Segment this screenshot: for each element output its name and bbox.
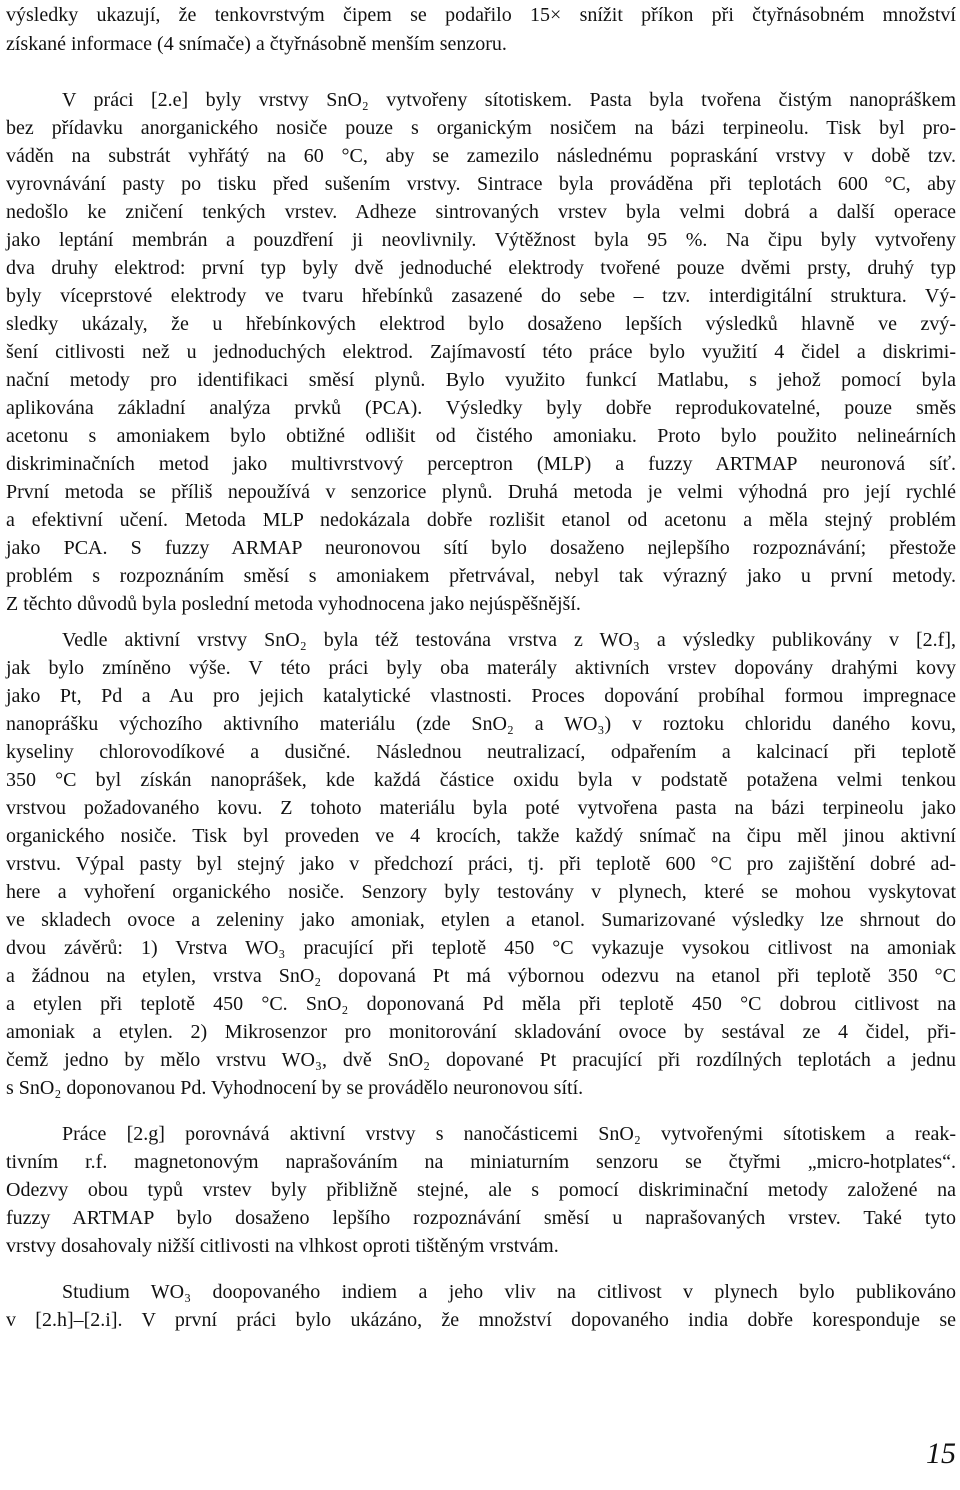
paragraph-2-line: byly víceprstové elektrody ve tvaru hřebínků zasazené do sebe – tzv. interdigitální struktura. Vý-: [6, 285, 956, 307]
paragraph-2-line: vyrovnávání pasty po tisku před sušením vrstvy. Sintrace byla prováděna při teplotách 600 °C, aby: [6, 173, 956, 195]
paragraph-4-line: Práce [2.g] porovnává aktivní vrstvy s nanočásticemi SnO₂ vytvořenými sítotiskem a reak-: [62, 1123, 956, 1145]
paragraph-3-line: here a vyhoření organického nosiče. Senzory byly testovány v plynech, které se mohou vyskytovat: [6, 881, 956, 903]
paragraph-3-line: kyseliny chlorovodíkové a dusičné. Následnou neutralizací, odpařením a kalcinací při teplotě: [6, 741, 956, 763]
paragraph-3-line: vrstvou požadovaného kovu. Z tohoto materiálu byla poté vytvořena pasta na bázi terpineolu jako: [6, 797, 956, 819]
paragraph-3-line: amoniak a etylen. 2) Mikrosenzor pro monitorování skladování ovoce by sestával ze 4 čidel, při-: [6, 1021, 956, 1043]
paragraph-4-line: vrstvy dosahovaly nižší citlivosti na vlhkost oproti tištěným vrstvám.: [6, 1235, 559, 1257]
paragraph-2-line: šení citlivosti než u jednoduchých elektrod. Zajímavostí této práce bylo využití 4 čidel a diskrimi-: [6, 341, 956, 363]
paragraph-3-line: 350 °C byl získán nanoprášek, kde každá částice oxidu byla v podstatě potažena velmi tenkou: [6, 769, 956, 791]
paragraph-3-line: Vedle aktivní vrstvy SnO₂ byla též testována vrstva z WO₃ a výsledky publikovány v [2.f],: [62, 629, 956, 651]
paragraph-3-line: jak bylo zmíněno výše. V této práci byly oba materály aktivních vrstev dopovány drahými kovy: [6, 657, 956, 679]
paragraph-2-line: Z těchto důvodů byla poslední metoda vyhodnocena jako nejúspěšnější.: [6, 593, 581, 615]
paragraph-5-line: v [2.h]–[2.i]. V první práci bylo ukázáno, že množství dopovaného india dobře koresponduje se: [6, 1309, 956, 1331]
paragraph-2-line: jako PCA. S fuzzy ARMAP neuronovou sítí bylo dosaženo nejlepšího rozpoznávání; přestože: [6, 537, 956, 559]
paragraph-4-line: tivním r.f. magnetonovým naprašováním na miniaturním senzoru se čtyřmi „micro-hotplates“.: [6, 1151, 956, 1173]
paragraph-2-line: váděn na substrát vyhřátý na 60 °C, aby se zamezilo následnému popraskání vrstvy v době tzv.: [6, 145, 956, 167]
paragraph-5-line: Studium WO₃ doopovaného indiem a jeho vliv na citlivost v plynech bylo publikováno: [62, 1281, 956, 1303]
paragraph-1-line: výsledky ukazují, že tenkovrstvým čipem se podařilo 15× snížit příkon při čtyřnásobném množství: [6, 4, 956, 26]
paragraph-2-line: První metoda se příliš nepoužívá v senzorice plynů. Druhá metoda je velmi výhodná pro její rychlé: [6, 481, 956, 503]
paragraph-2-line: aplikována základní analýza prvků (PCA). Výsledky byly dobře reprodukovatelné, pouze směs: [6, 397, 956, 419]
paragraph-2-line: problém s rozpoznáním směsí s amoniakem přetrvával, nebyl tak výrazný jako u první metody.: [6, 565, 956, 587]
paragraph-1-line: získané informace (4 snímače) a čtyřnásobně menším senzoru.: [6, 33, 507, 55]
paragraph-4-line: fuzzy ARTMAP bylo dosaženo lepšího rozpoznávání směsí u naprašovaných vrstev. Také tyto: [6, 1207, 956, 1229]
paragraph-2-line: nedošlo ke zničení tenkých vrstev. Adheze sintrovaných vrstev byla velmi dobrá a další operace: [6, 201, 956, 223]
paragraph-2-line: nační metody pro identifikaci směsí plynů. Bylo využito funkcí Matlabu, s jehož pomocí byla: [6, 369, 956, 391]
paragraph-3-line: dvou závěrů: 1) Vrstva WO₃ pracující při teplotě 450 °C vykazuje vysokou citlivost na amoniak: [6, 937, 956, 959]
paragraph-3-line: organického nosiče. Tisk byl proveden ve 4 krocích, takže každý snímač na čipu měl jinou aktivní: [6, 825, 956, 847]
paragraph-3-line: jako Pt, Pd a Au pro jejich katalytické vlastnosti. Proces dopování probíhal formou impregnace: [6, 685, 956, 707]
paragraph-2-line: dva druhy elektrod: první typ byly dvě jednoduché elektrody tvořené pouze dvěmi prsty, druhý typ: [6, 257, 956, 279]
paragraph-3-line: ve skladech ovoce a zeleniny jako amoniak, etylen a etanol. Sumarizované výsledky lze shrnout do: [6, 909, 956, 931]
paragraph-3-line: a žádnou na etylen, vrstva SnO₂ dopovaná Pt má výbornou odezvu na etanol při teplotě 350 °C: [6, 965, 956, 987]
paragraph-3-line: a etylen při teplotě 450 °C. SnO₂ doponovaná Pd měla při teplotě 450 °C dobrou citlivost na: [6, 993, 956, 1015]
paragraph-3-line: vrstvu. Výpal pasty byl stejný jako v předchozí práci, tj. při teplotě 600 °C pro zajištění dobré ad-: [6, 853, 956, 875]
paragraph-2-line: acetonu s amoniakem bylo obtižné odlišit od čistého amoniaku. Proto bylo použito nelineárních: [6, 425, 956, 447]
page-number: 15: [926, 1437, 956, 1470]
paragraph-3-line: nanoprášku výchozího aktivního materiálu (zde SnO₂ a WO₃) v roztoku chloridu daného kovu,: [6, 713, 956, 735]
paragraph-2-line: jako leptání membrán a pouzdření ji neovlivnily. Výtěžnost byla 95 %. Na čipu byly vytvořeny: [6, 229, 956, 251]
paragraph-2-line: sledky ukázaly, že u hřebínkových elektrod bylo dosaženo lepších výsledků hlavně ve zvý-: [6, 313, 956, 335]
paragraph-4-line: Odezvy obou typů vrstev byly přibližně stejné, ale s pomocí diskriminační metody založené na: [6, 1179, 956, 1201]
paragraph-2-line: diskriminačních metod jako multivrstvový perceptron (MLP) a fuzzy ARTMAP neuronová síť.: [6, 453, 956, 475]
paragraph-3-line: čemž jedno by mělo vrstvu WO₃, dvě SnO₂ dopované Pt pracující při rozdílných teplotách a jednu: [6, 1049, 956, 1071]
paragraph-3-line: s SnO₂ doponovanou Pd. Vyhodnocení by se provádělo neuronovou sítí.: [6, 1077, 584, 1099]
paragraph-2-line: V práci [2.e] byly vrstvy SnO₂ vytvořeny sítotiskem. Pasta byla tvořena čistým nanopráškem: [62, 89, 956, 111]
paragraph-2-line: a efektivní učení. Metoda MLP nedokázala dobře rozlišit etanol od acetonu a měla stejný problém: [6, 509, 956, 531]
paragraph-2-line: bez přídavku anorganického nosiče pouze s organickým nosičem na bázi terpineolu. Tisk byl pro-: [6, 117, 956, 139]
